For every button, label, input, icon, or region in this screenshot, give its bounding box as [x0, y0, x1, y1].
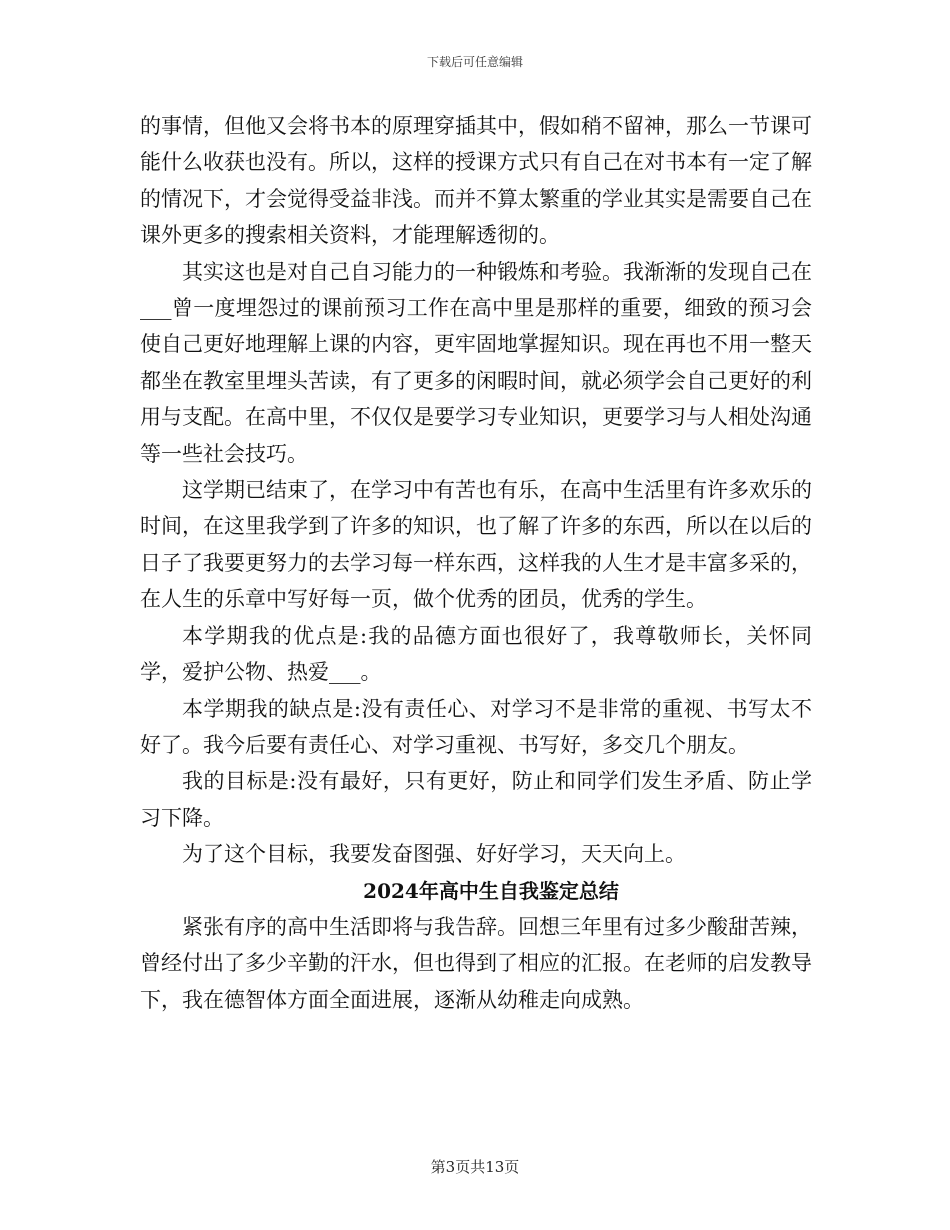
- document-body: [140, 108, 812, 1018]
- page-number: 第3页共13页: [430, 1158, 520, 1176]
- body-paragraph: 我的目标是:没有最好，只有更好，防止和同学们发生矛盾、防止学习下降。: [140, 769, 812, 830]
- page-header-note: 下载后可任意编辑: [426, 55, 523, 69]
- body-paragraph: 的事情，但他又会将书本的原理穿插其中，假如稍不留神，那么一节课可能什么收获也没有。所以，这样的授课方式只有自己在对书本有一定了解的情况下，才会觉得受益非浅。而并不算太繁重的学业其实是需要自己在课外更多的搜索相关资料，才能理解透彻的。: [140, 114, 812, 248]
- body-paragraph: 本学期我的优点是:我的品德方面也很好了，我尊敬师长，关怀同学，爱护公物、热爱___。: [140, 623, 812, 685]
- body-paragraph: 这学期已结束了，在学习中有苦也有乐，在高中生活里有许多欢乐的时间，在这里我学到了许多的知识，也了解了许多的东西，所以在以后的日子了我要更努力的去学习每一样东西，这样我的人生才是丰富多采的，在人生的乐章中写好每一页，做个优秀的团员，优秀的学生。: [140, 478, 812, 612]
- body-paragraph: 其实这也是对自己自习能力的一种锻炼和考验。我渐渐的发现自己在___曾一度埋怨过的课前预习工作在高中里是那样的重要，细致的预习会使自己更好地理解上课的内容，更牢固地掌握知识。现在再也不用一整天都坐在教室里埋头苦读，有了更多的闲暇时间，就必须学会自己更好的利用与支配。在高中里，不仅仅是要学习专业知识，更要学习与人相处沟通等一些社会技巧。: [140, 259, 812, 466]
- body-paragraph: 本学期我的缺点是:没有责任心、对学习不是非常的重视、书写太不好了。我今后要有责任心、对学习重视、书写好，多交几个朋友。: [140, 696, 812, 757]
- body-paragraph: 为了这个目标，我要发奋图强、好好学习，天天向上。: [182, 842, 686, 867]
- section-paragraph: 紧张有序的高中生活即将与我告辞。回想三年里有过多少酸甜苦辣，曾经付出了多少辛勤的汗水，但也得到了相应的汇报。在老师的启发教导下，我在德智体方面全面进展，逐渐从幼稚走向成熟。: [140, 914, 812, 1012]
- section-title: 2024年高中生自我鉴定总结: [363, 878, 619, 903]
